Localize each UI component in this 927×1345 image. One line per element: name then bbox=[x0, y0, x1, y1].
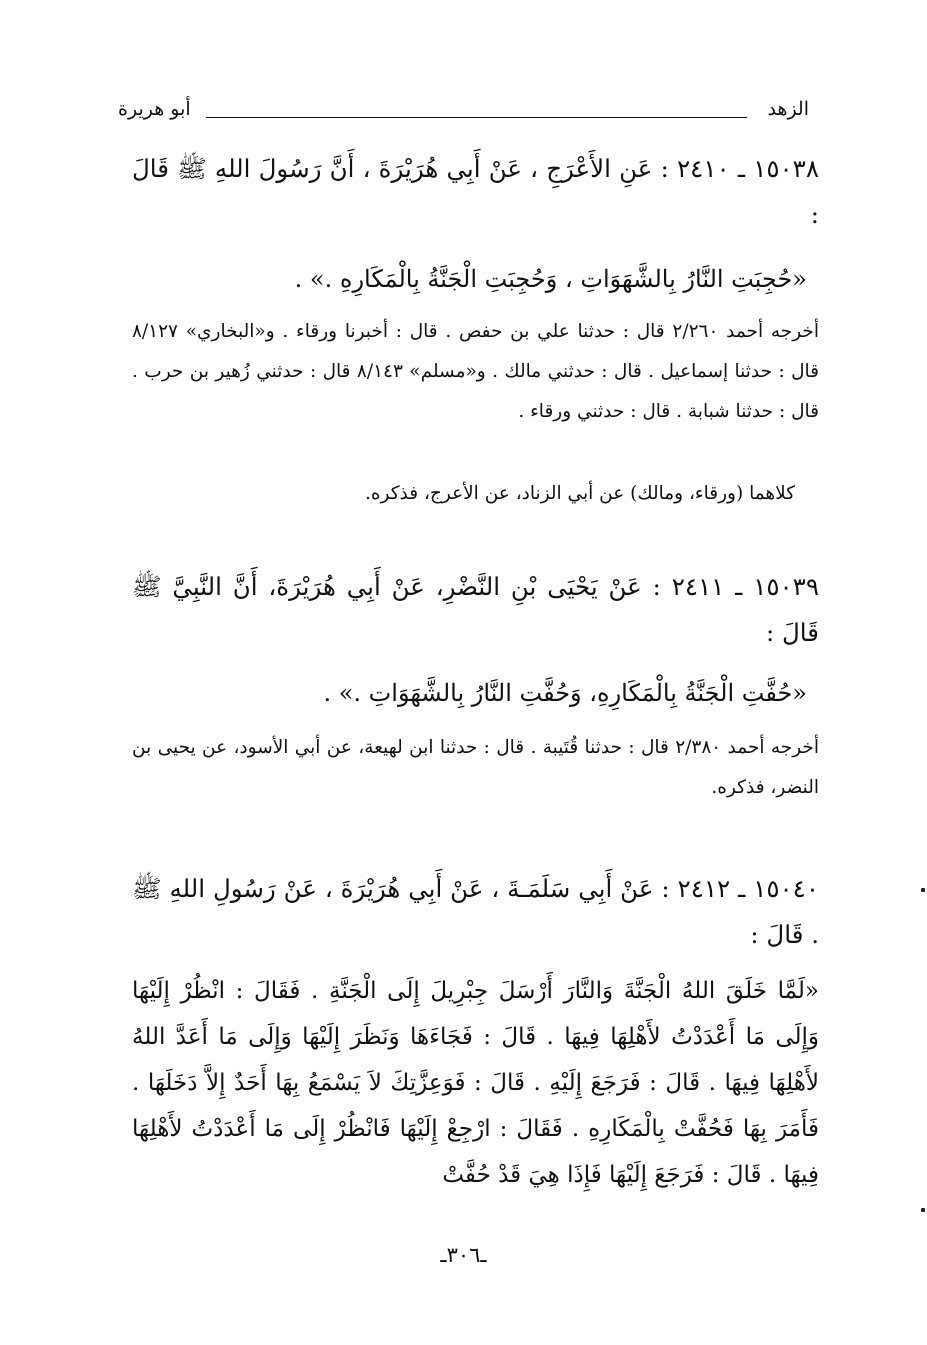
hadith-15038-takhrij: أخرجه أحمد ٢/٢٦٠ قال : حدثنا علي بن حفص . قال : أخبرنا ورقاء . و«البخاري» ٨/١٢٧ قال : حدثنا إسماعيل . قال : حدثني مالك . و«مسلم» ٨/١٤٣ قال : حدثني زُهير بن حرب . قال : حدثنا شبابة . قال : حدثني ورقاء . bbox=[132, 321, 820, 422]
hadith-15040-isnad: ١٥٠٤٠ ـ ٢٤١٢ : عَنْ أَبِي سَلَمَـةَ ، عَنْ أَبِي هُرَيْرَةَ ، عَنْ رَسُولِ اللهِ ﷺ . قَالَ : bbox=[132, 874, 819, 949]
hadith-15038-isnad: ١٥٠٣٨ ـ ٢٤١٠ : عَنِ الأَعْرَجِ ، عَنْ أَبِي هُرَيْرَةَ ، أَنَّ رَسُولَ اللهِ ﷺ قَالَ : bbox=[132, 154, 819, 229]
page-number: ـ٣٠٦ـ bbox=[440, 1243, 487, 1267]
hadith-15040-matn: «لَمَّا خَلَقَ اللهُ الْجَنَّةَ وَالنَّارَ أَرْسَلَ جِبْرِيلَ إِلَى الْجَنَّةِ . فَقَالَ : انْظُرْ إِلَيْهَا وَإِلَى مَا أَعْدَدْتُ لأَهْلِهَا فِيهَا . قَالَ : فَجَاءَهَا وَنَظَرَ إِلَيْهَا وَإِلَى مَا أَعَدَّ اللهُ لأَهْلِهَا فِيهَا . قَالَ : فَرَجَعَ إِلَيْهِ . قَالَ : فَوَعِزَّتِكَ لاَ يَسْمَعُ بِهَا أَحَدٌ إِلاَّ دَخَلَهَا . فَأَمَرَ بِهَا فَحُفَّتْ بِالْمَكَارِهِ . فَقَالَ : ارْجِعْ إِلَيْهَا فَانْظُرْ إِلَى مَا أَعْدَدْتُ لأَهْلِهَا فِيهَا . قَالَ : فَرَجَعَ إِلَيْهَا فَإِذَا هِيَ قَدْ حُفَّتْ bbox=[132, 978, 819, 1188]
running-header bbox=[118, 98, 809, 124]
hadith-15039-isnad: ١٥٠٣٩ ـ ٢٤١١ : عَنْ يَحْيَى بْنِ النَّضْرِ، عَنْ أَبِي هُرَيْرَةَ، أَنَّ النَّبِيَّ ﷺ قَالَ : bbox=[132, 572, 819, 647]
header-chapter-title: الزهد bbox=[767, 98, 809, 120]
hadith-15039-matn: «حُفَّتِ الْجَنَّةُ بِالْمَكَارِهِ، وَحُفَّتِ النَّارُ بِالشَّهَوَاتِ .» . bbox=[323, 679, 807, 707]
hadith-15039-takhrij: أخرجه أحمد ٢/٣٨٠ قال : حدثنا قُتَيبة . قال : حدثنا ابن لهيعة، عن أبي الأسود، عن يحيى بن النضر، فذكره. bbox=[132, 737, 819, 798]
header-rule bbox=[206, 117, 747, 118]
header-narrator-title: أبو هريرة bbox=[118, 98, 191, 120]
scan-margin-mark bbox=[921, 1208, 925, 1212]
hadith-15038-matn: «حُجِبَتِ النَّارُ بِالشَّهَوَاتِ ، وَحُجِبَتِ الْجَنَّةُ بِالْمَكَارِهِ .» . bbox=[294, 265, 807, 293]
hadith-15038-note: كلاهما (ورقاء، ومالك) عن أبي الزناد، عن الأعرج، فذكره. bbox=[364, 483, 795, 504]
scan-margin-mark bbox=[921, 888, 925, 892]
